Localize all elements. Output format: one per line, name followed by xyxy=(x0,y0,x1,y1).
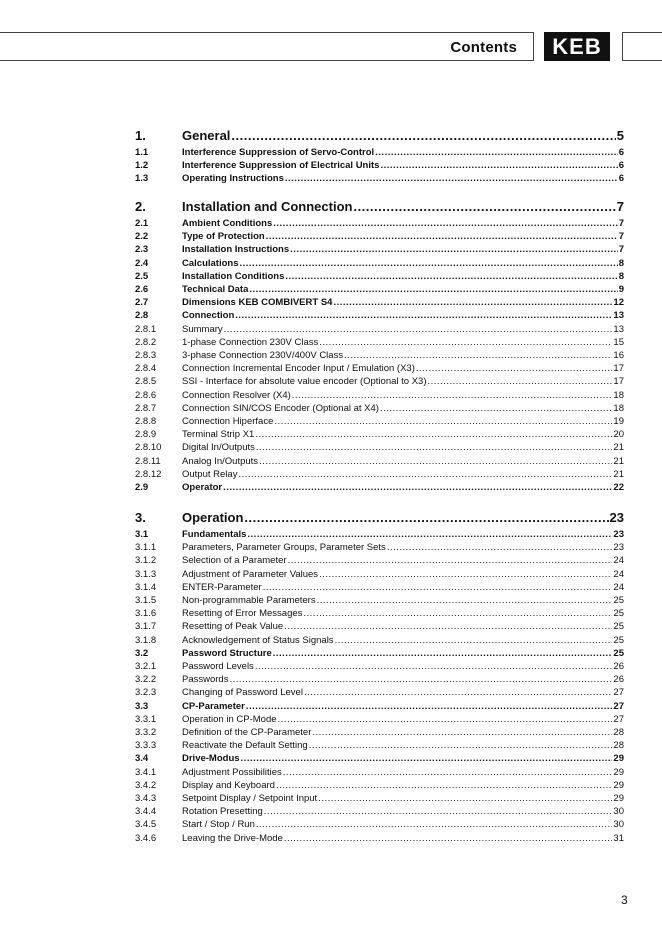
toc-entry-page: 29 xyxy=(613,780,624,791)
dot-leader xyxy=(284,620,612,633)
dot-leader xyxy=(264,805,613,818)
toc-entry-title: Type of Protection xyxy=(182,231,265,242)
toc-entry-title: Changing of Password Level xyxy=(182,687,303,698)
toc-entry-title: Dimensions KEB COMBIVERT S4 xyxy=(182,297,333,308)
toc-entry-page: 7 xyxy=(618,231,624,242)
dot-leader xyxy=(285,172,618,185)
dot-leader xyxy=(266,230,618,243)
toc-entry-page: 12 xyxy=(613,297,624,308)
toc-entry-title: Installation and Connection xyxy=(182,199,353,214)
toc-entry-page: 21 xyxy=(613,456,624,467)
toc-entry-page: 26 xyxy=(613,661,624,672)
dot-leader xyxy=(246,700,613,713)
dot-leader xyxy=(241,752,613,765)
toc-entry-page: 29 xyxy=(613,767,624,778)
dot-leader xyxy=(273,647,613,660)
dot-leader xyxy=(249,283,617,296)
dot-leader xyxy=(256,441,613,454)
toc-entry-title: Acknowledgement of Status Signals xyxy=(182,635,334,646)
toc-entry[interactable] xyxy=(135,296,624,309)
toc-entry-page: 29 xyxy=(613,753,624,764)
dot-leader xyxy=(263,581,613,594)
toc-entry[interactable] xyxy=(135,541,624,554)
toc-entry-page: 20 xyxy=(613,429,624,440)
toc-entry[interactable] xyxy=(135,428,624,441)
toc-entry-number: 3.1.1 xyxy=(135,542,157,553)
dot-leader xyxy=(231,127,615,144)
toc-entry[interactable] xyxy=(135,805,624,818)
toc-entry-number: 2.8.9 xyxy=(135,429,157,440)
dot-leader xyxy=(255,428,612,441)
toc-entry-title: ENTER-Parameter xyxy=(182,582,262,593)
toc-entry[interactable] xyxy=(135,700,624,713)
toc-entry-number: 2.7 xyxy=(135,297,149,308)
toc-entry-number: 3.3.1 xyxy=(135,714,157,725)
toc-entry[interactable] xyxy=(135,270,624,283)
dot-leader xyxy=(309,739,613,752)
toc-entry-page: 27 xyxy=(613,701,624,712)
toc-entry-title: Installation Conditions xyxy=(182,271,285,282)
toc-entry-number: 2.8.4 xyxy=(135,363,157,374)
toc-entry[interactable] xyxy=(135,726,624,739)
toc-entry-number: 2.5 xyxy=(135,271,149,282)
dot-leader xyxy=(235,309,612,322)
dot-leader xyxy=(284,832,613,845)
toc-entry-title: Connection xyxy=(182,310,235,321)
toc-entry-title: Leaving the Drive-Mode xyxy=(182,833,283,844)
toc-entry-title: General xyxy=(182,128,231,143)
toc-entry[interactable] xyxy=(135,752,624,765)
toc-entry-number: 3.1.3 xyxy=(135,569,157,580)
keb-logo xyxy=(544,32,610,61)
toc-entry-number: 2.8.5 xyxy=(135,376,157,387)
toc-entry[interactable] xyxy=(135,375,624,388)
toc-chapter[interactable] xyxy=(135,198,624,215)
toc-entry-number: 3.1.5 xyxy=(135,595,157,606)
toc-entry-title: Definition of the CP-Parameter xyxy=(182,727,312,738)
toc-entry-page: 17 xyxy=(613,363,624,374)
toc-chapter[interactable] xyxy=(135,127,624,144)
toc-entry-page: 26 xyxy=(613,674,624,685)
toc-entry-page: 23 xyxy=(613,542,624,553)
dot-leader xyxy=(229,673,612,686)
toc-entry-number: 3.1.4 xyxy=(135,582,157,593)
toc-entry-page: 8 xyxy=(618,258,624,269)
toc-entry-number: 2.1 xyxy=(135,218,149,229)
toc-entry-number: 3.1.6 xyxy=(135,608,157,619)
dot-leader xyxy=(319,336,612,349)
toc-entry-title: Resetting of Error Messages xyxy=(182,608,303,619)
toc-entry-number: 3.1 xyxy=(135,529,149,540)
toc-entry[interactable] xyxy=(135,620,624,633)
toc-entry-number: 2.8.6 xyxy=(135,390,157,401)
toc-entry[interactable] xyxy=(135,739,624,752)
toc-entry-page: 25 xyxy=(613,608,624,619)
toc-entry-title: Output Relay xyxy=(182,469,238,480)
toc-entry-page: 25 xyxy=(613,635,624,646)
toc-entry-title: Operation in CP-Mode xyxy=(182,714,277,725)
dot-leader xyxy=(303,607,612,620)
toc-entry-title: Parameters, Parameter Groups, Parameter Sets xyxy=(182,542,386,553)
toc-entry[interactable] xyxy=(135,362,624,375)
dot-leader xyxy=(224,323,613,336)
toc-entry-number: 3.1.7 xyxy=(135,621,157,632)
toc-entry-page: 16 xyxy=(613,350,624,361)
toc-entry[interactable] xyxy=(135,217,624,230)
dot-leader xyxy=(290,243,618,256)
toc-entry-page: 6 xyxy=(618,173,624,184)
dot-leader xyxy=(319,568,612,581)
toc-entry[interactable] xyxy=(135,468,624,481)
toc-entry-page: 23 xyxy=(613,529,624,540)
toc-entry-number: 1.1 xyxy=(135,147,149,158)
toc-entry-page: 7 xyxy=(616,199,624,214)
toc-entry-title: Passwords xyxy=(182,674,229,685)
toc-entry-page: 21 xyxy=(613,442,624,453)
dot-leader xyxy=(380,402,612,415)
toc-entry-page: 5 xyxy=(616,128,624,143)
dot-leader xyxy=(283,766,613,779)
toc-entry-page: 25 xyxy=(613,621,624,632)
dot-leader xyxy=(317,594,613,607)
toc-entry-title: Summary xyxy=(182,324,223,335)
dot-leader xyxy=(238,468,612,481)
toc-entry-number: 2.8.10 xyxy=(135,442,162,453)
toc-entry-number: 3.2 xyxy=(135,648,149,659)
toc-entry-number: 2.8.12 xyxy=(135,469,162,480)
toc-entry-number: 3.4.2 xyxy=(135,780,157,791)
toc-entry-title: Display and Keyboard xyxy=(182,780,275,791)
toc-entry-page: 18 xyxy=(613,390,624,401)
toc-entry[interactable] xyxy=(135,415,624,428)
toc-entry-number: 3.4.6 xyxy=(135,833,157,844)
toc-entry[interactable] xyxy=(135,832,624,845)
dot-leader xyxy=(285,270,617,283)
toc-entry-number: 2.2 xyxy=(135,231,149,242)
toc-entry[interactable] xyxy=(135,159,624,172)
dot-leader xyxy=(259,455,612,468)
toc-entry-page: 27 xyxy=(613,687,624,698)
dot-leader xyxy=(304,686,612,699)
toc-entry[interactable] xyxy=(135,660,624,673)
dot-leader xyxy=(353,198,615,215)
toc-entry-number: 2.8.7 xyxy=(135,403,157,414)
dot-leader xyxy=(256,818,613,831)
toc-entry-number: 3.4.4 xyxy=(135,806,157,817)
dot-leader xyxy=(255,660,613,673)
toc-entry[interactable] xyxy=(135,146,624,159)
toc-entry-title: 1-phase Connection 230V Class xyxy=(182,337,319,348)
toc-entry-number: 3.2.3 xyxy=(135,687,157,698)
toc-entry-number: 3.4 xyxy=(135,753,149,764)
toc-entry-number: 3.3.3 xyxy=(135,740,157,751)
toc-entry-number: 3.3.2 xyxy=(135,727,157,738)
toc-entry[interactable] xyxy=(135,673,624,686)
toc-entry-title: Resetting of Peak Value xyxy=(182,621,284,632)
toc-entry-title: Ambient Conditions xyxy=(182,218,273,229)
toc-entry[interactable] xyxy=(135,283,624,296)
toc-entry-number: 2.8.2 xyxy=(135,337,157,348)
toc-entry-title: 3-phase Connection 230V/400V Class xyxy=(182,350,344,361)
dot-leader xyxy=(247,528,612,541)
toc-entry-number: 3.1.2 xyxy=(135,555,157,566)
toc-entry-number: 3.3 xyxy=(135,701,149,712)
toc-entry-title: Drive-Modus xyxy=(182,753,240,764)
toc-entry-title: Interference Suppression of Electrical Units xyxy=(182,160,380,171)
toc-entry[interactable] xyxy=(135,713,624,726)
toc-entry-page: 6 xyxy=(618,160,624,171)
logo-text: KEB xyxy=(552,33,602,59)
toc-entry[interactable] xyxy=(135,554,624,567)
toc-entry[interactable] xyxy=(135,647,624,660)
toc-entry-number: 1.2 xyxy=(135,160,149,171)
toc-entry-number: 2.8.3 xyxy=(135,350,157,361)
header-bar xyxy=(0,32,534,61)
toc-entry-number: 3.1.8 xyxy=(135,635,157,646)
dot-leader xyxy=(278,713,613,726)
toc-entry-title: Analog In/Outputs xyxy=(182,456,259,467)
toc-entry-page: 17 xyxy=(613,376,624,387)
toc-entry[interactable] xyxy=(135,528,624,541)
toc-entry-title: Non-programmable Parameters xyxy=(182,595,316,606)
toc-entry-title: Digital In/Outputs xyxy=(182,442,255,453)
toc-chapter[interactable] xyxy=(135,509,624,526)
toc-entry[interactable] xyxy=(135,243,624,256)
toc-entry-number: 1. xyxy=(135,128,146,143)
toc-entry-page: 24 xyxy=(613,582,624,593)
toc-entry-page: 21 xyxy=(613,469,624,480)
toc-entry-number: 1.3 xyxy=(135,173,149,184)
dot-leader xyxy=(240,257,618,270)
toc-entry-title: Connection Incremental Encoder Input / Emulation (X3) xyxy=(182,363,415,374)
toc-entry[interactable] xyxy=(135,230,624,243)
toc-entry-title: Adjustment Possibilities xyxy=(182,767,282,778)
toc-entry[interactable] xyxy=(135,349,624,362)
toc-entry-title: Installation Instructions xyxy=(182,244,290,255)
toc-entry[interactable] xyxy=(135,594,624,607)
toc-entry-page: 29 xyxy=(613,793,624,804)
toc-entry-number: 2.6 xyxy=(135,284,149,295)
toc-entry-page: 24 xyxy=(613,555,624,566)
dot-leader xyxy=(244,509,608,526)
toc-entry-number: 2.4 xyxy=(135,258,149,269)
toc-entry-page: 18 xyxy=(613,403,624,414)
dot-leader xyxy=(335,634,613,647)
toc-entry-title: Connection Resolver (X4) xyxy=(182,390,291,401)
toc-entry[interactable] xyxy=(135,686,624,699)
dot-leader xyxy=(318,792,612,805)
toc-entry-number: 3.4.5 xyxy=(135,819,157,830)
toc-entry-page: 24 xyxy=(613,569,624,580)
toc-entry-page: 13 xyxy=(613,324,624,335)
toc-entry[interactable] xyxy=(135,818,624,831)
toc-entry[interactable] xyxy=(135,309,624,322)
dot-leader xyxy=(292,389,613,402)
dot-leader xyxy=(387,541,613,554)
dot-leader xyxy=(375,146,618,159)
toc-entry-page: 28 xyxy=(613,727,624,738)
toc-entry-title: Start / Stop / Run xyxy=(182,819,255,830)
page-number: 3 xyxy=(621,893,628,907)
toc-entry-page: 13 xyxy=(613,310,624,321)
dot-leader xyxy=(274,415,612,428)
toc-entry-title: Setpoint Display / Setpoint Input xyxy=(182,793,318,804)
toc-entry-title: Technical Data xyxy=(182,284,249,295)
toc-entry[interactable] xyxy=(135,792,624,805)
toc-entry-number: 3.4.1 xyxy=(135,767,157,778)
toc-entry-number: 2.8.1 xyxy=(135,324,157,335)
toc-entry-number: 3.2.1 xyxy=(135,661,157,672)
toc-entry-number: 2.3 xyxy=(135,244,149,255)
toc-entry[interactable] xyxy=(135,172,624,185)
dot-leader xyxy=(344,349,612,362)
toc-entry-title: Password Structure xyxy=(182,648,272,659)
toc-entry-title: Password Levels xyxy=(182,661,254,672)
toc-entry-title: Operator xyxy=(182,482,223,493)
toc-entry-page: 7 xyxy=(618,244,624,255)
toc-entry-number: 2.8.11 xyxy=(135,456,161,467)
dot-leader xyxy=(333,296,612,309)
dot-leader xyxy=(288,554,613,567)
toc-entry-number: 2.9 xyxy=(135,482,149,493)
toc-entry[interactable] xyxy=(135,568,624,581)
toc-entry-page: 6 xyxy=(618,147,624,158)
toc-entry[interactable] xyxy=(135,455,624,468)
toc-entry-page: 8 xyxy=(618,271,624,282)
toc-entry-number: 3. xyxy=(135,510,146,525)
toc-entry-number: 2.8 xyxy=(135,310,149,321)
toc-entry-page: 25 xyxy=(613,595,624,606)
toc-entry-title: Adjustment of Parameter Values xyxy=(182,569,319,580)
toc-entry-title: Terminal Strip X1 xyxy=(182,429,255,440)
toc-entry-title: Connection Hiperface xyxy=(182,416,274,427)
page-title: Contents xyxy=(450,39,517,56)
toc-entry[interactable] xyxy=(135,336,624,349)
dot-leader xyxy=(276,779,612,792)
toc-entry-page: 31 xyxy=(613,833,624,844)
toc-entry[interactable] xyxy=(135,581,624,594)
toc-entry-number: 2. xyxy=(135,199,146,214)
toc-entry-title: CP-Parameter xyxy=(182,701,245,712)
dot-leader xyxy=(312,726,612,739)
toc-entry-title: Interference Suppression of Servo-Control xyxy=(182,147,375,158)
toc-entry-page: 23 xyxy=(609,510,624,525)
toc-entry-page: 15 xyxy=(613,337,624,348)
toc-entry-page: 30 xyxy=(613,806,624,817)
dot-leader xyxy=(428,375,613,388)
toc-entry-title: Operating Instructions xyxy=(182,173,284,184)
toc-entry-title: SSI - Interface for absolute value encoder (Optional to X3) xyxy=(182,376,427,387)
toc-entry-title: Calculations xyxy=(182,258,239,269)
toc-entry[interactable] xyxy=(135,779,624,792)
toc-entry-title: Rotation Presetting xyxy=(182,806,263,817)
toc-entry-title: Operation xyxy=(182,510,244,525)
header-tab xyxy=(622,32,662,61)
dot-leader xyxy=(380,159,617,172)
toc-entry[interactable] xyxy=(135,389,624,402)
dot-leader xyxy=(223,481,612,494)
toc-entry-number: 2.8.8 xyxy=(135,416,157,427)
toc-entry-page: 28 xyxy=(613,740,624,751)
toc-entry[interactable] xyxy=(135,402,624,415)
toc-entry-page: 25 xyxy=(613,648,624,659)
toc-entry-page: 19 xyxy=(613,416,624,427)
toc-entry-page: 30 xyxy=(613,819,624,830)
toc-entry-title: Selection of a Parameter xyxy=(182,555,287,566)
toc-entry-page: 7 xyxy=(618,218,624,229)
toc-entry-title: Fundamentals xyxy=(182,529,247,540)
toc-entry[interactable] xyxy=(135,481,624,494)
toc-entry-number: 3.4.3 xyxy=(135,793,157,804)
toc-entry-page: 27 xyxy=(613,714,624,725)
toc-entry[interactable] xyxy=(135,607,624,620)
toc-entry[interactable] xyxy=(135,323,624,336)
toc-entry[interactable] xyxy=(135,441,624,454)
toc-entry-title: Reactivate the Default Setting xyxy=(182,740,308,751)
dot-leader xyxy=(273,217,617,230)
toc-entry[interactable] xyxy=(135,634,624,647)
toc-entry[interactable] xyxy=(135,766,624,779)
toc-entry-page: 22 xyxy=(613,482,624,493)
toc-entry-title: Connection SIN/COS Encoder (Optional at X4) xyxy=(182,403,379,414)
toc-entry-number: 3.2.2 xyxy=(135,674,157,685)
toc-entry-page: 9 xyxy=(618,284,624,295)
dot-leader xyxy=(416,362,613,375)
toc-entry[interactable] xyxy=(135,257,624,270)
